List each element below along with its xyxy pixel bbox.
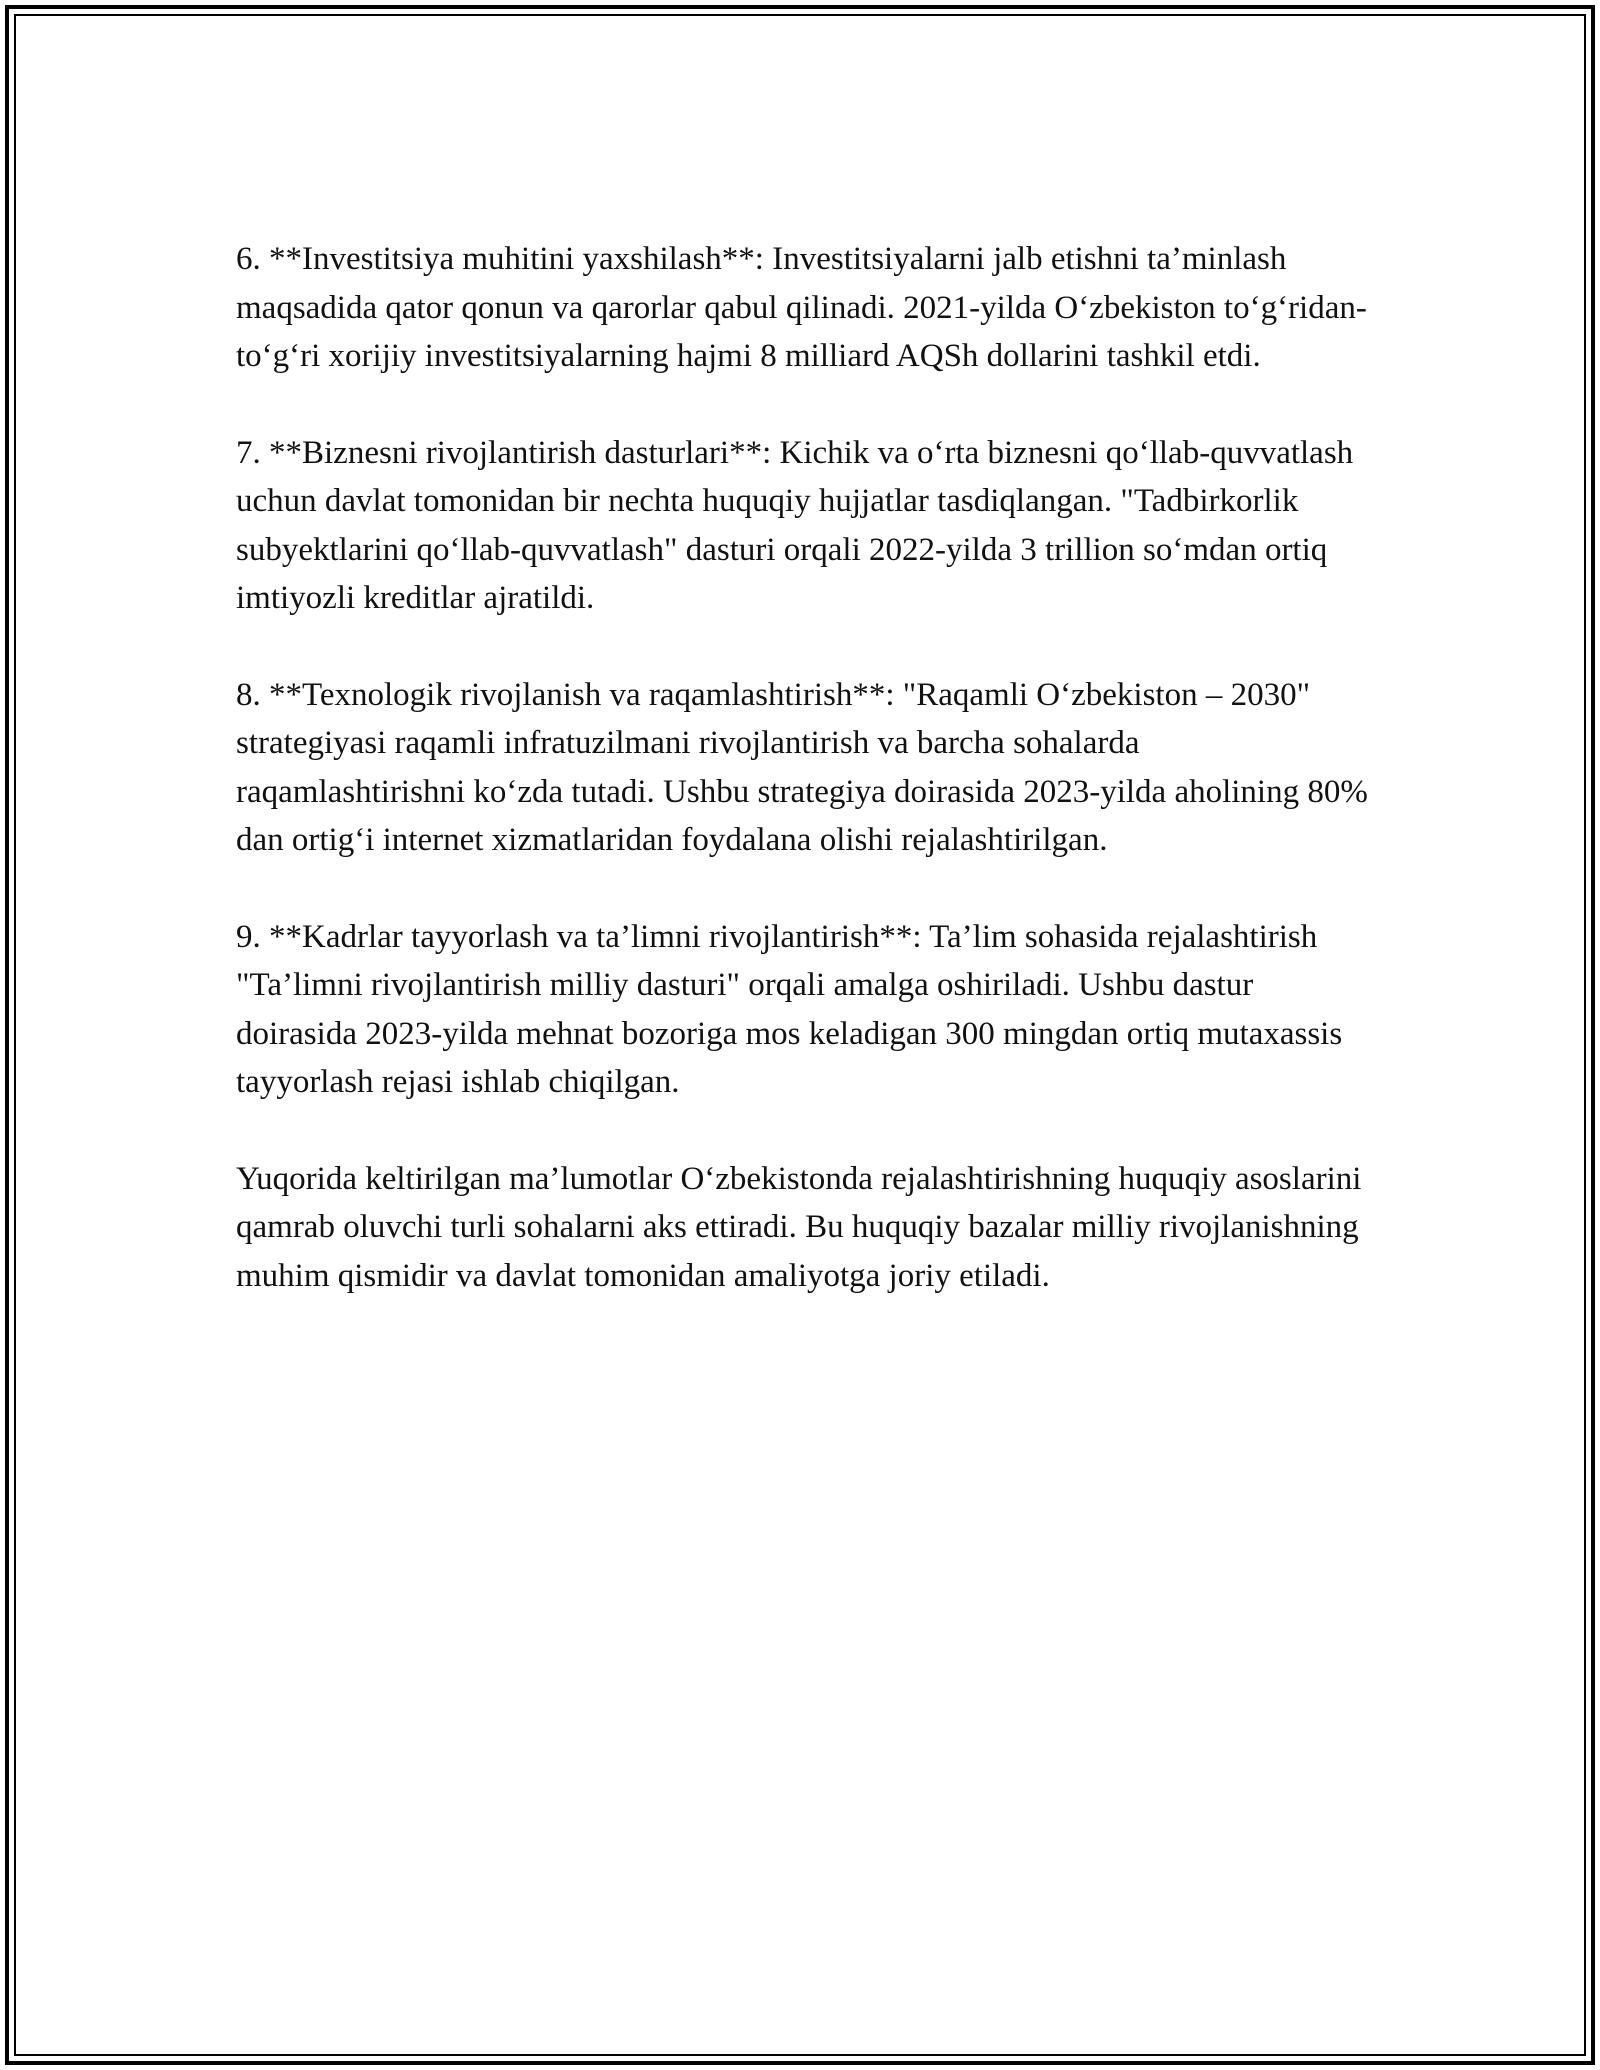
paragraph-digitalization: 8. **Texnologik rivojlanish va raqamlashtirish**: "Raqamli O‘zbekiston – 2030" strategiyasi raqamli infratuzilmani rivojlantirish va barcha sohalarda raqamlashtirishni ko‘zda tutadi. Ushbu strategiya doirasida 2023-yilda aholining 80% dan ortig‘i internet xizmatlaridan foydalana olishi rejalashtirilgan.	[236, 676, 1368, 858]
paragraph-business-development: 7. **Biznesni rivojlantirish dasturlari**: Kichik va o‘rta biznesni qo‘llab-quvvatlash uchun davlat tomonidan bir nechta huquqiy hujjatlar tasdiqlangan. "Tadbirkorlik subyektlarini qo‘llab-quvvatlash" dasturi orqali 2022-yilda 3 trillion so‘mdan ortiq imtiyozli kreditlar ajratildi.	[236, 434, 1354, 616]
paragraph-conclusion: Yuqorida keltirilgan ma’lumotlar O‘zbekistonda rejalashtirishning huquqiy asoslarini qamrab oluvchi turli sohalarni aks ettiradi. Bu huquqiy bazalar milliy rivojlanishning muhim qismidir va davlat tomonidan amaliyotga joriy etiladi.	[236, 1160, 1362, 1294]
paragraph-education: 9. **Kadrlar tayyorlash va ta’limni rivojlantirish**: Ta’lim sohasida rejalashtirish "Ta’limni rivojlantirish milliy dasturi" orqali amalga oshiriladi. Ushbu dastur doirasida 2023-yilda mehnat bozoriga mos keladigan 300 mingdan ortiq mutaxassis tayyorlash rejasi ishlab chiqilgan.	[236, 918, 1343, 1100]
paragraph-investment-climate: 6. **Investitsiya muhitini yaxshilash**: Investitsiyalarni jalb etishni ta’minlash maqsadida qator qonun va qarorlar qabul qilinadi. 2021-yilda O‘zbekiston to‘g‘ridan-to‘g‘ri xorijiy investitsiyalarning hajmi 8 milliard AQSh dollarini tashkil etdi.	[236, 241, 1367, 374]
document-body	[236, 235, 1376, 1348]
